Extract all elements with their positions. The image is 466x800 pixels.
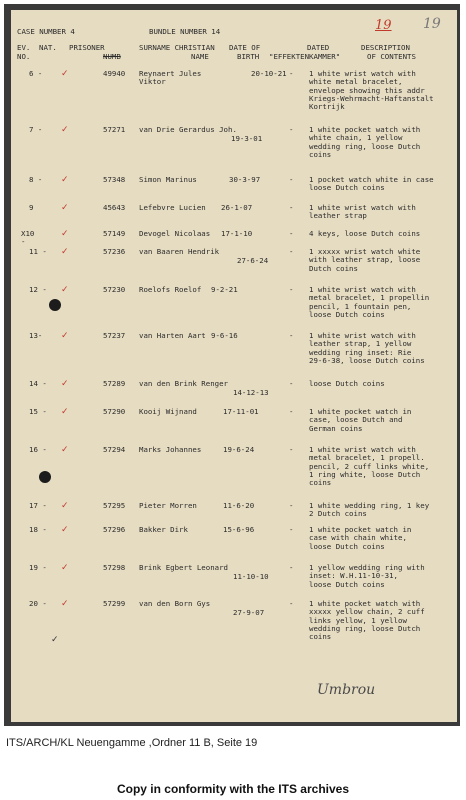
contents-description: 1 xxxxx wrist watch white with leather strap, loose Dutch coins (309, 247, 421, 273)
prisoner-name: Simon Marinus (139, 175, 197, 184)
entry-number: 18 - (29, 525, 47, 534)
prisoner-number: 57298 (103, 563, 126, 572)
prisoner-name: van den Born Gys (139, 599, 211, 608)
punch-hole (39, 471, 51, 483)
entry-number: 17 - (29, 501, 47, 510)
entry-number: 8 - (29, 175, 43, 184)
contents-description: 1 white pocket watch in case with chain white, loose Dutch coins (309, 525, 412, 551)
contents-description: 1 white wedding ring, 1 key 2 Dutch coins (309, 501, 430, 519)
prisoner-number: 57348 (103, 175, 126, 184)
prisoner-name: Lefebvre Lucien (139, 203, 206, 212)
dated-dash: - (289, 229, 294, 238)
bundle-number: BUNDLE NUMBER 14 (149, 27, 221, 36)
contents-description: 1 white wrist watch with leather strap, 1 yellow wedding ring inset: Rie 29-6-38, loose Dutch coins (309, 331, 425, 365)
entry-number: 15 - (29, 407, 47, 416)
col-ev-no-2: NO. (17, 52, 31, 61)
prisoner-name: van den Brink Renger (139, 379, 228, 388)
document-page (11, 10, 457, 722)
prisoner-name: Reynaert Jules Viktor (139, 69, 202, 87)
col-nat: NAT. (39, 43, 57, 52)
prisoner-number: 45643 (103, 203, 126, 212)
prisoner-name: van Drie Gerardus Joh. (139, 125, 237, 134)
prisoner-name: van Harten Aart (139, 331, 206, 340)
prisoner-name: Marks Johannes (139, 445, 202, 454)
entry-number: 7 - (29, 125, 43, 134)
dated-dash: - (289, 525, 294, 534)
archive-reference: ITS/ARCH/KL Neuengamme ,Ordner 11 B, Seite 19 (6, 737, 258, 749)
contents-description: 1 white wrist watch with metal bracelet, 1 propellin pencil, 1 fountain pen, loose Dutch coins (309, 285, 430, 319)
prisoner-number: 57290 (103, 407, 126, 416)
col-dated-2: "EFFEKTENKAMMER" (269, 52, 341, 61)
dated-dash: - (289, 599, 294, 608)
birth-date: 27-6-24 (237, 256, 269, 265)
col-date-of-birth-2: BIRTH (237, 52, 260, 61)
red-check-icon: ✓ (61, 331, 69, 341)
dated-dash: - (289, 445, 294, 454)
prisoner-number: 57237 (103, 331, 126, 340)
contents-description: loose Dutch coins (309, 379, 385, 388)
dated-dash: - (289, 331, 294, 340)
prisoner-number: 57295 (103, 501, 126, 510)
pencil-check-icon: ✓ (51, 635, 59, 645)
birth-date: 20-10-21 (251, 69, 287, 78)
dated-dash: - (289, 69, 294, 78)
birth-date: 19-3-01 (231, 134, 263, 143)
red-check-icon: ✓ (61, 285, 69, 295)
col-description: DESCRIPTION (361, 43, 410, 52)
punch-hole (49, 299, 61, 311)
prisoner-number: 49940 (103, 69, 126, 78)
contents-description: 4 keys, loose Dutch coins (309, 229, 421, 238)
entry-number: 16 - (29, 445, 47, 454)
red-check-icon: ✓ (61, 69, 69, 79)
birth-date: 15-6-96 (223, 525, 255, 534)
birth-date: 11-6-20 (223, 501, 255, 510)
col-surname-2: NAME (191, 52, 209, 61)
birth-date: 19-6-24 (223, 445, 255, 454)
entry-number: 14 - (29, 379, 47, 388)
red-check-icon: ✓ (61, 203, 69, 213)
document-header (17, 16, 451, 38)
prisoner-name: Brink Egbert Leonard (139, 563, 228, 572)
handwritten-signature: Umbrou (317, 682, 376, 698)
red-check-icon: ✓ (61, 247, 69, 257)
entry-number: 13- (29, 331, 43, 340)
birth-date: 9-6-16 (211, 331, 238, 340)
dated-dash: - (289, 247, 294, 256)
entry-number: 6 - (29, 69, 43, 78)
red-page-mark: 19 (375, 18, 392, 33)
birth-date: 27-9-07 (233, 608, 265, 617)
prisoner-name: Devogel Nicolaas (139, 229, 211, 238)
prisoner-number: 57271 (103, 125, 126, 134)
scanned-document-frame (4, 4, 460, 726)
contents-description: 1 white wrist watch with metal bracelet, 1 propell. pencil, 2 cuff links white, 1 ring white, loose Dutch coins (309, 445, 430, 488)
contents-description: 1 white pocket watch in case, loose Dutch and German coins (309, 407, 412, 433)
birth-date: 17-1-10 (221, 229, 253, 238)
contents-description: 1 pocket watch white in case loose Dutch coins (309, 175, 434, 193)
prisoner-number: 57230 (103, 285, 126, 294)
contents-description: 1 white wrist watch with white metal bracelet, envelope showing this addr Kriegs-Wehrmacht-Haftanstalt Kortrijk (309, 69, 434, 112)
entry-number: 12 - (29, 285, 47, 294)
prisoner-number: 57149 (103, 229, 126, 238)
prisoner-name: van Baaren Hendrik (139, 247, 220, 256)
prisoner-number: 57299 (103, 599, 126, 608)
entry-number: 19 - (29, 563, 47, 572)
col-prisoner-2: NUMB (103, 52, 121, 61)
col-description-2: OF CONTENTS (367, 52, 416, 61)
contents-description: 1 yellow wedding ring with inset: W.H.11-10-31, loose Dutch coins (309, 563, 425, 589)
pencil-page-mark: 19 (423, 16, 441, 32)
col-prisoner: PRISONER (69, 43, 105, 52)
red-check-icon: ✓ (61, 599, 69, 609)
entry-number: 11 - (29, 247, 47, 256)
col-surname: SURNAME CHRISTIAN (139, 43, 215, 52)
dated-dash: - (289, 125, 294, 134)
red-check-icon: ✓ (61, 525, 69, 535)
dated-dash: - (289, 501, 294, 510)
prisoner-number: 57296 (103, 525, 126, 534)
prisoner-number: 57294 (103, 445, 126, 454)
birth-date: 17-11-01 (223, 407, 259, 416)
prisoner-name: Bakker Dirk (139, 525, 188, 534)
red-check-icon: ✓ (61, 379, 69, 389)
dated-dash: - (289, 407, 294, 416)
case-number: CASE NUMBER 4 (17, 27, 75, 36)
entry-number: 9 (29, 203, 34, 212)
red-check-icon: ✓ (61, 125, 69, 135)
contents-description: 1 white wrist watch with leather strap (309, 203, 416, 221)
red-check-icon: ✓ (61, 501, 69, 511)
birth-date: 9-2-21 (211, 285, 238, 294)
red-check-icon: ✓ (61, 445, 69, 455)
entry-number: X10 - (21, 229, 35, 247)
red-check-icon: ✓ (61, 407, 69, 417)
dated-dash: - (289, 203, 294, 212)
copy-notice: Copy in conformity with the ITS archives (116, 782, 350, 796)
dated-dash: - (289, 379, 294, 388)
col-date-of-birth: DATE OF (229, 43, 261, 52)
dated-dash: - (289, 175, 294, 184)
birth-date: 14-12-13 (233, 388, 269, 397)
dated-dash: - (289, 285, 294, 294)
birth-date: 30-3-97 (229, 175, 261, 184)
prisoner-number: 57236 (103, 247, 126, 256)
birth-date: 11-10-10 (233, 572, 269, 581)
col-dated: DATED (307, 43, 330, 52)
dated-dash: - (289, 563, 294, 572)
birth-date: 26-1-07 (221, 203, 253, 212)
contents-description: 1 white pocket watch with xxxxx yellow chain, 2 cuff links yellow, 1 yellow wedding ring, loose Dutch coins (309, 599, 425, 642)
column-headers (17, 44, 451, 64)
col-ev-no: EV. (17, 43, 31, 52)
contents-description: 1 white pocket watch with white chain, 1 yellow wedding ring, loose Dutch coins (309, 125, 421, 159)
prisoner-name: Pieter Morren (139, 501, 197, 510)
red-check-icon: ✓ (61, 563, 69, 573)
red-check-icon: ✓ (61, 175, 69, 185)
prisoner-name: Roelofs Roelof (139, 285, 202, 294)
prisoner-name: Kooij Wijnand (139, 407, 197, 416)
prisoner-number: 57289 (103, 379, 126, 388)
red-check-icon: ✓ (61, 229, 69, 239)
entry-number: 20 - (29, 599, 47, 608)
